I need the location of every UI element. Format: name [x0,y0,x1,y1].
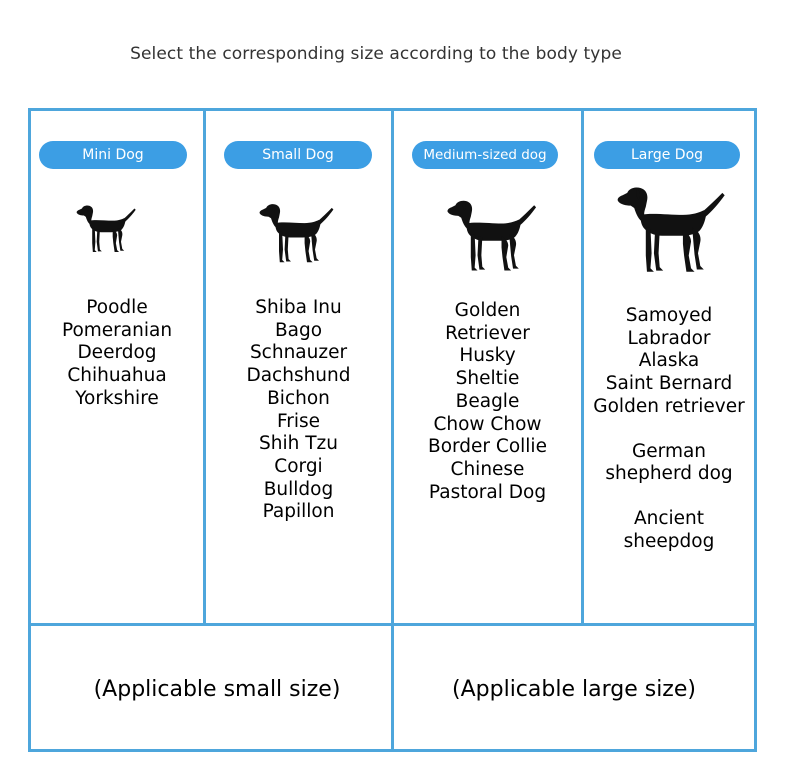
breed-item: Husky [459,345,516,367]
size-label-pill: Medium-sized dog [412,141,558,169]
breed-list [31,297,203,411]
breed-item: Ancient [633,507,705,529]
breed-item: Chihuahua [67,365,167,387]
breed-item: Border Collie [428,436,547,458]
size-label-pill: Mini Dog [39,141,187,169]
breed-item: Papillon [262,501,335,523]
dog-silhouette-icon [442,197,538,275]
breed-item: Bago [274,319,323,341]
breed-item: Shiba Inu [255,297,342,318]
breed-item: shepherd dog [605,463,733,485]
breed-item: Schnauzer [249,342,348,364]
applicable-small-size-label: (Applicable small size) [93,677,341,702]
breed-item: Bulldog [263,478,334,500]
breed-item: Frise [276,410,321,432]
breed-item: Yorkshire [75,387,159,409]
breed-item: Deerdog [77,342,157,364]
dog-silhouette-icon [255,201,335,266]
applicable-large-size-label: (Applicable large size) [452,677,696,702]
breed-item: Golden retriever [593,395,745,417]
breed-item: Pomeranian [61,319,173,341]
breed-item: Sheltie [455,368,520,390]
breed-item: Poodle [86,297,148,318]
breed-item: Golden [454,300,521,321]
dog-silhouette-icon [611,183,727,277]
breed-item: German [631,440,707,462]
breed-item: Dachshund [246,365,351,387]
breed-item: Chinese [450,458,525,480]
breed-item: Shih Tzu [259,433,338,455]
breed-item: Labrador [627,327,711,349]
breed-list [584,305,754,553]
column-medium-dog [394,111,581,626]
breed-item: Chow Chow [433,413,542,435]
breed-list [394,300,581,504]
size-label-pill: Large Dog [594,141,740,169]
breed-item: Alaska [638,350,700,372]
breed-item: Beagle [455,390,520,412]
size-table [28,108,757,752]
breed-item: Pastoral Dog [428,481,547,503]
dog-silhouette-icon [73,203,137,255]
breed-item: Retriever [445,322,530,344]
breed-item: Corgi [274,455,323,477]
breed-item: Samoyed [625,305,713,326]
column-small-dog [206,111,391,626]
breed-list [206,297,391,524]
breed-item: sheepdog [623,530,715,552]
column-mini-dog [31,111,203,626]
spacer [584,486,754,508]
page-title: Select the corresponding size according to the body type [130,44,622,64]
size-label-pill: Small Dog [224,141,372,169]
breed-item: Bichon [267,387,330,409]
column-large-dog [584,111,754,626]
breed-item: Saint Bernard [605,373,733,395]
spacer [584,419,754,441]
